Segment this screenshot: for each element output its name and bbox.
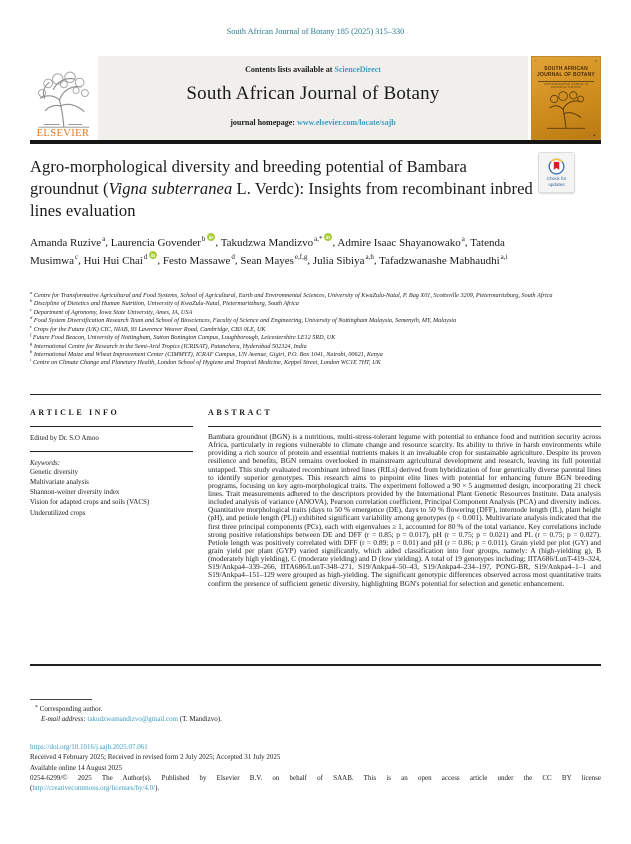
keyword: Multivariate analysis	[30, 478, 89, 487]
masthead-center	[98, 56, 528, 140]
sciencedirect-link[interactable]: ScienceDirect	[334, 65, 381, 74]
affiliation: $^e$ Crops for the Future (UK) CIC, NIAB, 93 Lawrence Weaver Road, Cambridge, CB3 0LE, UK	[30, 323, 266, 333]
license-pre: (	[30, 784, 33, 793]
keyword: Genetic diversity	[30, 468, 79, 476]
footnote-block	[30, 699, 601, 724]
contents-line	[98, 65, 528, 74]
article-info-heading: ARTICLE INFO	[30, 408, 120, 417]
orcid-icon[interactable]	[207, 233, 215, 241]
email-link[interactable]: takudzwamandizvo@gmail.com	[87, 715, 179, 724]
abstract-bottom-divider	[30, 664, 601, 666]
homepage-line	[98, 118, 528, 127]
license-link[interactable]: http://creativecommons.org/licenses/by/4.0/	[32, 784, 156, 793]
rule	[30, 451, 193, 452]
affiliation: $^h$ International Maize and Wheat Improvement Center (CIMMYT), ICRAF Campus, UN Avenue, Gigiri, P.O. Box 1041, Nairobi, 00621, Kenya	[30, 348, 383, 358]
received-dates-line: Received 4 February 2025; Received in revised form 2 July 2025; Accepted 31 July 2025	[30, 753, 281, 762]
svg-text:iD: iD	[151, 252, 156, 258]
author: Julia Sibiya$^{a,h}$	[312, 253, 374, 267]
info-abstract-section	[30, 401, 601, 588]
contents-prefix: Contents lists available at	[245, 65, 335, 74]
article-info-column	[30, 401, 193, 588]
check-for-updates-icon	[548, 158, 565, 175]
masthead-journal-title: South African Journal of Botany	[186, 83, 440, 104]
author: Takudzwa Mandizvo$^{a,*}$ iD	[220, 234, 331, 249]
cover-top-marks: ≡ ▪▪	[535, 59, 597, 63]
svg-text:iD: iD	[326, 234, 331, 240]
author: Laurencia Govender$^b$ iD	[110, 234, 214, 249]
title-text-tail: L. Verdc): Insights from recombinant inbred lines evaluation	[30, 178, 533, 220]
author: Amanda Ruzive$^a$	[30, 235, 106, 249]
author: Tatenda Musimwa$^c$	[30, 236, 505, 267]
orcid-icon[interactable]	[324, 233, 332, 241]
corresponding-author-note	[30, 704, 601, 714]
keyword: Underutilized crops	[30, 508, 86, 517]
masthead	[30, 56, 601, 140]
check-for-updates-badge[interactable]	[538, 152, 575, 193]
author: Sean Mayes$^{e,f,g}$	[240, 253, 308, 267]
footnote-rule	[30, 699, 92, 700]
journal-cover-thumbnail[interactable]	[531, 56, 601, 140]
corresponding-author-text: Corresponding author.	[38, 705, 103, 713]
rule	[208, 426, 601, 427]
keyword: Vision for adapted crops and soils (VACS)	[30, 498, 150, 507]
header-body-divider	[30, 394, 601, 395]
affiliation: $^d$ Food System Diversification Research Team and School of Biosciences, Faculty of Science and Engineering, University of Nottingham Malaysia, Semenyih, MY, Malaysia	[30, 315, 457, 325]
check-for-updates-label: Check for updates	[546, 176, 567, 187]
cover-tree-art	[544, 90, 588, 130]
license-post: ).	[155, 784, 160, 793]
title-species-italic: Vigna subterranea	[108, 178, 233, 198]
author: Hui Hui Chai$^d$ iD	[83, 252, 156, 267]
cover-title: SOUTH AFRICAN JOURNAL OF BOTANY	[537, 66, 595, 79]
elsevier-tree-logo	[35, 70, 91, 130]
author-list: Amanda Ruzive$^a$, Laurencia Govender$^b$ iD , Takudzwa Mandizvo$^{a,*}$ iD , Admire Isaac Shayanowako$^a$, Tatenda Musimwa$^c$, Hui Hui Chai$^d$ iD , Festo Massawe$^d$, Sean Mayes$^{e,f,g}$, Julia Sibiya$^{a,h}$, Tafadzwanashe Mabhaudhi$^{a,i}$	[30, 234, 508, 267]
copyright-line: 0254-6299/© 2025 The Author(s). Published by Elsevier B.V. on behalf of SAAB. This is an open access article under the CC BY license	[30, 773, 601, 782]
affiliation: $^f$ Future Food Beacon, University of Nottingham, Sutton Bonington Campus, Loughborough, Leicestershire LE12 5RD, UK	[30, 332, 336, 342]
author: Admire Isaac Shayanowako$^a$	[337, 235, 465, 249]
masthead-divider	[30, 140, 601, 144]
affiliation: $^g$ International Centre for Research in the Semi-Arid Tropics (ICRISAT), Patancheru, Hyderabad 502324, India	[30, 340, 307, 350]
affiliation: $^a$ Centre for Transformative Agricultural and Food Systems, School of Agricultural, Earth and Environmental Sciences, University of KwaZulu-Natal, P. Bag X01, Scottsville 3209, Pietermaritzburg, South Africa	[30, 289, 553, 299]
abstract-text: Bambara groundnut (BGN) is a nutritious, multi-stress-tolerant legume with potential to enhance food and nutrition security across Africa, particularly in regions vulnerable to climate change and resource scarcity. Its ability to thrive in harsh environments while providing a rich source of protein and essential nutrients makes it an invaluable crop for sustainable agriculture. Despite its proven resilience and benefits, BGN remains overlooked in mainstream agricultural development and research, leaving its full potential untapped. This study evaluated recombinant inbred lines (RILs) derived from hybridization of four genetically diverse parental lines to identify superior genotypes. This research aims to pinpoint elite lines with potential for enhancing future BGN breeding programs, focusing on key agro-morphological traits. The experiment followed a 90 × 5 augmented design, incorporating 21 check lines. Trait measurements adhered to the descriptors provided by the International Plant Genetic Resources Institute. Data analysis included analysis of variance (ANOVA), Pearson correlation coefficient, Principal Component Analysis (PCA) and diversity indices. Quantitative morphological traits (days to 50 % emergence (DE), days to 50 % flowering (DFF), internode length (IL), plant height (pH), and petiole length (PL)) exhibited significant variability among genotypes (p < 0.001). Multivariate analysis indicated that the first three principal components (PCs), each with eigenvalues ≥ 1, accounted for 80 % of the total variance. Key correlations include strong positive relationships between DE and DFF (r = 0.85; p = 0.017), pH (r = 0.75; p = 0.021) and PL (r = 0.75; p = 0.027). Petiole length was positively correlated with DFF (r = 0.89; p = 0.01) and pH (r = 0.86; p = 0.011). Grain yield per plot (GY) and grain yield per plant (GYP) varied significantly, which aided classification into four groups, namely: A (high-yielding g), B (moderately high yielding), C (moderate yielding) and D (low yielding). A total of 19 genotypes including; IITA686/LunT-419–324, S19/Ankpa4–339–266, IITA686/LunT-348–271, S19/Ankpa4–50–43, S19/Ankpa4–234–197, PONG-BR, S19/Ankpa4–1–1 and S19/Ankpa4–151–129 were grouped as high-yielding. The significant genotypic differences observed across most quantitative traits confirm the presence of sufficient genetic diversity, highlighting BGN's potential for selection and genetic enhancement.	[208, 432, 601, 588]
footnote-star: *	[35, 705, 38, 711]
elsevier-logo[interactable]	[30, 56, 96, 140]
affiliation: $^i$ Centre on Climate Change and Planetary Health, London School of Hygiene and Tropical Medicine, Keppel Street, London WC1E 7HT, UK	[30, 357, 381, 367]
edited-by-line: Edited by Dr. S.O Amoo	[30, 434, 99, 442]
journal-homepage-link[interactable]: www.elsevier.com/locate/sajb	[296, 118, 396, 127]
elsevier-wordmark: ELSEVIER	[36, 128, 90, 139]
author: Tafadzwanashe Mabhaudhi$^{a,i}$	[379, 253, 508, 267]
abstract-heading: ABSTRACT	[208, 408, 273, 417]
keywords-label: Keywords:	[30, 459, 61, 467]
email-line	[30, 714, 601, 724]
email-suffix: (T. Mandizvo).	[178, 715, 222, 724]
affiliation: $^c$ Department of Agronomy, Iowa State University, Ames, IA, USA	[30, 306, 193, 316]
svg-text:iD: iD	[209, 234, 214, 240]
email-label: E-mail address:	[41, 715, 86, 724]
cover-publisher-mark: ▲	[592, 133, 596, 137]
title-text: Agro-morphological diversity and breeding potential of Bambara groundnut (	[30, 157, 467, 198]
author: Festo Massawe$^d$	[162, 253, 235, 267]
article-title	[30, 156, 535, 222]
keyword: Shannon-weiner diversity index	[30, 488, 120, 497]
license-line	[30, 783, 601, 793]
keyword-list	[30, 467, 193, 518]
affiliation-list	[30, 289, 601, 368]
doi-link[interactable]: https://doi.org/10.1016/j.sajb.2025.07.061	[30, 743, 148, 751]
affiliation: $^b$ Discipline of Dietetics and Human Nutrition, University of KwaZulu-Natal, Pietermaritzburg, South Africa	[30, 298, 299, 308]
journal-reference-line: South African Journal of Botany 185 (2025) 315–330	[226, 27, 405, 36]
cover-subtitle: AN INTERNATIONAL JOURNAL OF BOTANICAL SCIENCES	[538, 81, 594, 89]
orcid-icon[interactable]	[149, 251, 157, 259]
available-online-line: Available online 14 August 2025	[30, 763, 123, 772]
footer-block	[30, 742, 601, 793]
abstract-column	[208, 401, 601, 588]
homepage-prefix: journal homepage:	[230, 118, 297, 127]
